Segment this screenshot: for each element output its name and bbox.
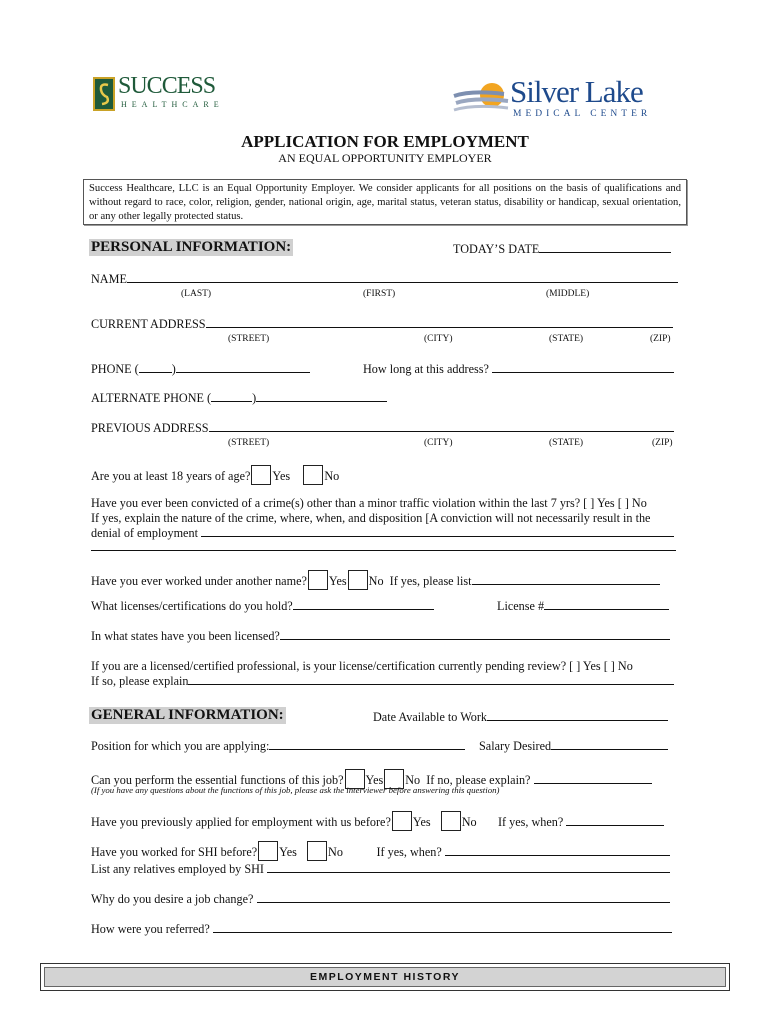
other-name-yes-checkbox[interactable] bbox=[308, 570, 328, 590]
current-address-field[interactable]: CURRENT ADDRESS bbox=[91, 317, 673, 331]
shi-no-checkbox[interactable] bbox=[307, 841, 327, 861]
essential-functions-question: Can you perform the essential functions of this job? Yes No If no, please explain? bbox=[91, 769, 652, 789]
crime-explain-field[interactable]: denial of employment bbox=[91, 526, 674, 540]
name-field[interactable]: NAME bbox=[91, 272, 678, 286]
personal-info-heading: PERSONAL INFORMATION: bbox=[91, 239, 292, 255]
crime-explain: If yes, explain the nature of the crime, where, when, and disposition [A conviction will not necessarily result in the bbox=[91, 511, 651, 525]
applied-yes-checkbox[interactable] bbox=[392, 811, 412, 831]
general-info-heading: GENERAL INFORMATION: bbox=[91, 707, 284, 723]
date-available-field[interactable]: Date Available to Work bbox=[373, 710, 668, 724]
alternate-phone-field[interactable]: ALTERNATE PHONE ( ) bbox=[91, 391, 387, 405]
phone-field[interactable]: PHONE ( ) bbox=[91, 362, 310, 376]
pending-explain-field[interactable]: If so, please explain bbox=[91, 674, 674, 688]
referred-field[interactable]: How were you referred? bbox=[91, 922, 672, 936]
previous-address-field[interactable]: PREVIOUS ADDRESS bbox=[91, 421, 674, 435]
essential-note: (If you have any questions about the functions of this job, please ask the interviewer before answering this question) bbox=[91, 785, 500, 795]
position-field[interactable]: Position for which you are applying: bbox=[91, 739, 465, 753]
age-question: Are you at least 18 years of age? Yes No bbox=[91, 465, 339, 485]
page-subtitle: AN EQUAL OPPORTUNITY EMPLOYER bbox=[278, 151, 492, 165]
pending-review-question[interactable]: If you are a licensed/certified professional, is your license/certification currently pending review? [ ] Yes [ ] No bbox=[91, 659, 633, 673]
sun-waves-icon bbox=[452, 82, 512, 118]
relatives-field[interactable]: List any relatives employed by SHI bbox=[91, 862, 670, 876]
shi-yes-checkbox[interactable] bbox=[258, 841, 278, 861]
worked-shi-question: Have you worked for SHI before? Yes No If yes, when? bbox=[91, 841, 670, 861]
other-name-no-checkbox[interactable] bbox=[348, 570, 368, 590]
page-title: APPLICATION FOR EMPLOYMENT bbox=[241, 132, 529, 151]
states-licensed-field[interactable]: In what states have you been licensed? bbox=[91, 629, 670, 643]
license-number-field[interactable]: License # bbox=[497, 599, 669, 613]
crime-question[interactable]: Have you ever been convicted of a crime(s) other than a minor traffic violation within the last 7 yrs? [ ] Yes [ ] No bbox=[91, 496, 647, 510]
crime-explain-line[interactable] bbox=[91, 550, 676, 551]
salary-field[interactable]: Salary Desired bbox=[479, 739, 668, 753]
how-long-field[interactable]: How long at this address? bbox=[363, 362, 674, 376]
employment-history-header: EMPLOYMENT HISTORY bbox=[40, 963, 730, 991]
applied-before-question: Have you previously applied for employment with us before? Yes No If yes, when? bbox=[91, 811, 664, 831]
silver-lake-logo: Silver Lake MEDICAL CENTER bbox=[452, 78, 667, 123]
success-healthcare-logo: SUCCESS HEALTHCARE bbox=[93, 75, 223, 113]
licenses-field[interactable]: What licenses/certifications do you hold? bbox=[91, 599, 434, 613]
applied-no-checkbox[interactable] bbox=[441, 811, 461, 831]
eeo-notice: Success Healthcare, LLC is an Equal Opportunity Employer. We consider applicants for all positions on the basis of qualifications and without regard to race, color, religion, gender, national origin, age, marital status, veteran status, disability or handicap, sexual orientation, or any other legally protected status. bbox=[83, 179, 687, 225]
success-emblem-icon bbox=[93, 77, 115, 111]
age-yes-checkbox[interactable] bbox=[251, 465, 271, 485]
other-name-question: Have you ever worked under another name? Yes No If yes, please list bbox=[91, 570, 660, 590]
job-change-field[interactable]: Why do you desire a job change? bbox=[91, 892, 670, 906]
todays-date-field[interactable]: TODAY’S DATE bbox=[453, 242, 671, 256]
age-no-checkbox[interactable] bbox=[303, 465, 323, 485]
